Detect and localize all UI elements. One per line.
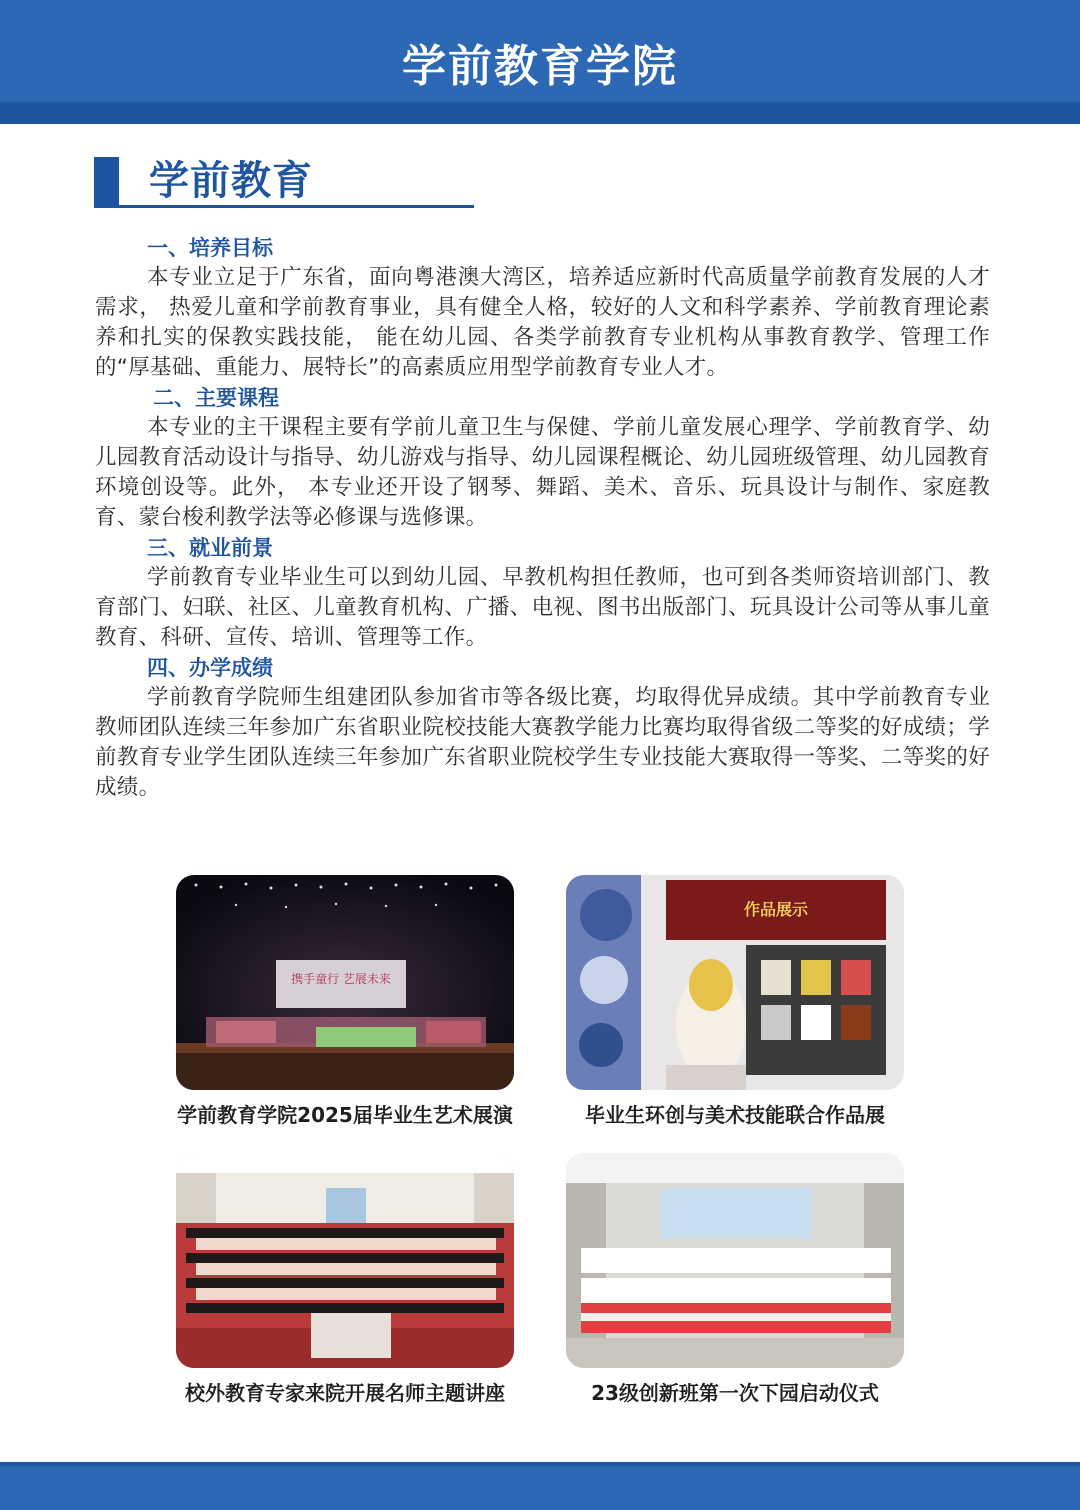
heading-career-prospects: 三、就业前景 <box>147 536 273 560</box>
page-title: 学前教育学院 <box>402 41 678 92</box>
caption-art-exhibition: 毕业生环创与美术技能联合作品展 <box>585 1103 885 1127</box>
paragraph-achievements: 学前教育学院师生组建团队参加省市等各级比赛，均取得优异成绩。其中学前教育专业教师团队连续三年参加广东省职业院校技能大赛教学能力比赛均取得省级二等奖的好成绩；学前教育专业学生团队连续三年参加广东省职业院校学生专业技能大赛取得一等奖、二等奖的好成绩。 <box>95 685 990 800</box>
heading-main-courses: 二、主要课程 <box>153 386 279 410</box>
footer-band <box>0 1466 1080 1510</box>
section-title: 学前教育 <box>149 158 313 204</box>
photo-expert-lecture <box>176 1153 514 1368</box>
paragraph-training-goals: 本专业立足于广东省，面向粤港澳大湾区，培养适应新时代高质量学前教育发展的人才需求， 热爱儿童和学前教育事业，具有健全人格，较好的人文和科学素养、学前教育理论素养和扎实的保教实践技能， 能在幼儿园、各类学前教育专业机构从事教育教学、管理工作的“厚基础、重能力、展特长”的高素质应用型学前教育专业人才。 <box>95 265 990 380</box>
heading-achievements: 四、办学成绩 <box>147 656 273 680</box>
stage-banner-text: 携手童行 艺展未来 <box>291 972 391 986</box>
header-stripe <box>0 102 1080 124</box>
section-marker-bar <box>94 157 119 205</box>
caption-kickoff-ceremony: 23级创新班第一次下园启动仪式 <box>591 1381 879 1405</box>
photo-kickoff-ceremony <box>566 1153 904 1368</box>
section-heading <box>94 157 474 209</box>
photo-art-exhibition <box>566 875 904 1090</box>
paragraph-career-prospects: 学前教育专业毕业生可以到幼儿园、早教机构担任教师，也可到各类师资培训部门、教育部门、妇联、社区、儿童教育机构、广播、电视、图书出版部门、玩具设计公司等从事儿童教育、科研、宣传、培训、管理等工作。 <box>95 565 990 650</box>
caption-art-performance: 学前教育学院2025届毕业生艺术展演 <box>177 1103 513 1127</box>
paragraph-main-courses: 本专业的主干课程主要有学前儿童卫生与保健、学前儿童发展心理学、学前教育学、幼儿园教育活动设计与指导、幼儿游戏与指导、幼儿园课程概论、幼儿园班级管理、幼儿园教育环境创设等。此外， 本专业还开设了钢琴、舞蹈、美术、音乐、玩具设计与制作、家庭教育、蒙台梭利教学法等必修课与选修课。 <box>95 415 990 530</box>
caption-expert-lecture: 校外教育专家来院开展名师主题讲座 <box>185 1381 505 1405</box>
section-underline <box>94 205 474 208</box>
article-body <box>95 233 990 803</box>
exhibition-banner-text: 作品展示 <box>743 900 809 919</box>
photo-art-performance <box>176 875 514 1090</box>
heading-training-goals: 一、培养目标 <box>147 236 273 260</box>
